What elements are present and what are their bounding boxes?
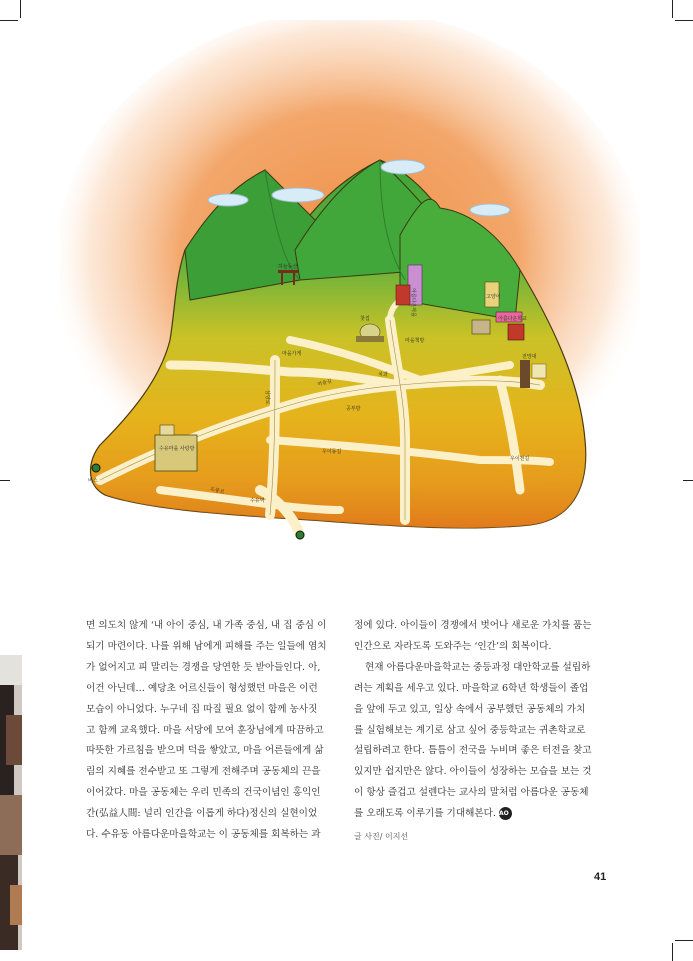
map-label-center: 공부방 <box>346 406 361 412</box>
page-number: 41 <box>594 871 607 883</box>
text-line: 려는 계획을 세우고 있다. 마을학교 6학년 학생들이 졸업 <box>354 682 589 694</box>
bus-stop-bottom <box>296 531 304 539</box>
text-line: 있지만 쉽지만은 않다. 아이들이 성장하는 모습을 보는 것 <box>354 766 592 778</box>
text-line: 정에 있다. 아이들이 경쟁에서 벗어나 새로운 가치를 품는 <box>354 620 592 631</box>
crop-mark-top-left-v <box>20 0 21 18</box>
text-line: 설립하려고 한다. 틈틈이 전국을 누비며 좋은 터전을 찾고 <box>354 745 592 757</box>
adjacent-photo-strip <box>0 655 22 950</box>
map-label-community: 수유마을 사랑방 <box>159 446 195 452</box>
text-line: 되기 마련이다. 나를 위해 남에게 피해를 주는 일들에 염치 <box>86 640 327 652</box>
text-line: 면 의도치 않게 ‘내 아이 중심, 내 가족 중심, 내 집 중심 이 <box>86 620 327 631</box>
crop-mark-bottom-right-v <box>672 943 673 961</box>
text-line: 가 없어지고 피 말리는 경쟁을 당연한 듯 받아들인다. 아, <box>86 661 321 673</box>
article-column-left <box>86 616 351 846</box>
text-line: 를 실험해보는 계기로 삼고 싶어 중등학교는 귀촌학교로 <box>354 724 586 736</box>
village-map-illustration <box>60 20 640 565</box>
text-line: 간(弘益人間: 널리 인간을 이롭게 하다)정신의 실현이었 <box>86 808 318 820</box>
map-label-road-mid: 마을길 <box>316 378 333 388</box>
map-label-road-3: 도봉로 <box>209 486 226 496</box>
crop-mark-top-right-h <box>675 20 693 21</box>
crop-mark-side-right <box>683 480 693 481</box>
text-line: 따뜻한 가르침을 받으며 덕을 쌓았고, 마을 어른들에게 삶 <box>86 745 324 757</box>
article-end-mark-icon: AO <box>499 807 512 820</box>
map-label-bus-left: 버스 <box>88 478 98 484</box>
map-label-dental: 치과 <box>378 372 388 378</box>
text-line: 림의 지혜를 전수받고 또 그렇게 전해주며 공동체의 끈을 <box>86 766 321 778</box>
text-line: 을 앞에 두고 있고, 일상 속에서 공부했던 공동체의 가치 <box>354 703 586 715</box>
map-label-road-right: 우이천길 <box>510 456 530 462</box>
map-label-road-2: 우이동길 <box>322 449 342 455</box>
map-label-cafe: 찻집 <box>360 316 370 322</box>
map-label-tall-building: 아름다운마을 <box>410 288 416 317</box>
text-line: 이 항상 즐겁고 설렌다는 교사의 말처럼 아름다운 공동체 <box>354 787 589 799</box>
text-line: 인간으로 자라도록 도와주는 ‘인간’의 회복이다. <box>354 640 552 652</box>
crop-mark-bottom-right-h <box>675 940 693 941</box>
crop-mark-side-left <box>0 480 10 481</box>
crop-mark-top-left-h <box>0 20 18 21</box>
map-label-road-vertical: 삼양로 <box>264 390 270 405</box>
text-line: 를 오래도록 이루기를 기대해본다. AO <box>354 804 619 825</box>
map-label-bus-bottom: 수유역 <box>250 498 265 504</box>
article-column-right <box>354 616 619 848</box>
map-label-cat: 고양이 <box>486 294 501 300</box>
bus-stop-left <box>92 464 100 472</box>
map-label-peak: 하늘동산 <box>278 264 298 270</box>
text-line: 이건 아닌데… 예당초 어르신들이 형성했던 마을은 이런 <box>86 682 318 694</box>
map-label-shop: 마을가게 <box>282 351 302 357</box>
text-line: 다. 수유동 아름다운마을학교는 이 공동체를 회복하는 과 <box>86 829 321 841</box>
text-line: 모습이 아니었다. 누구네 집 따질 필요 없이 함께 농사짓 <box>86 703 318 715</box>
map-label-tower: 전망대 <box>522 354 537 360</box>
article-credit: 글 사진/ 이지선 <box>354 832 409 842</box>
crop-mark-top-right-v <box>672 0 673 18</box>
text-line: 고 함께 교육했다. 마을 서당에 모여 훈장님에게 따끔하고 <box>86 724 324 736</box>
map-label-library: 마을책방 <box>405 338 425 344</box>
text-line: 이어갔다. 마을 공동체는 우리 민족의 건국이념인 홍익인 <box>86 787 321 799</box>
text-line: 현재 아름다운마을학교는 중등과정 대안학교를 설립하 <box>365 661 591 673</box>
map-label-school: 아름다운학교 <box>498 316 527 322</box>
